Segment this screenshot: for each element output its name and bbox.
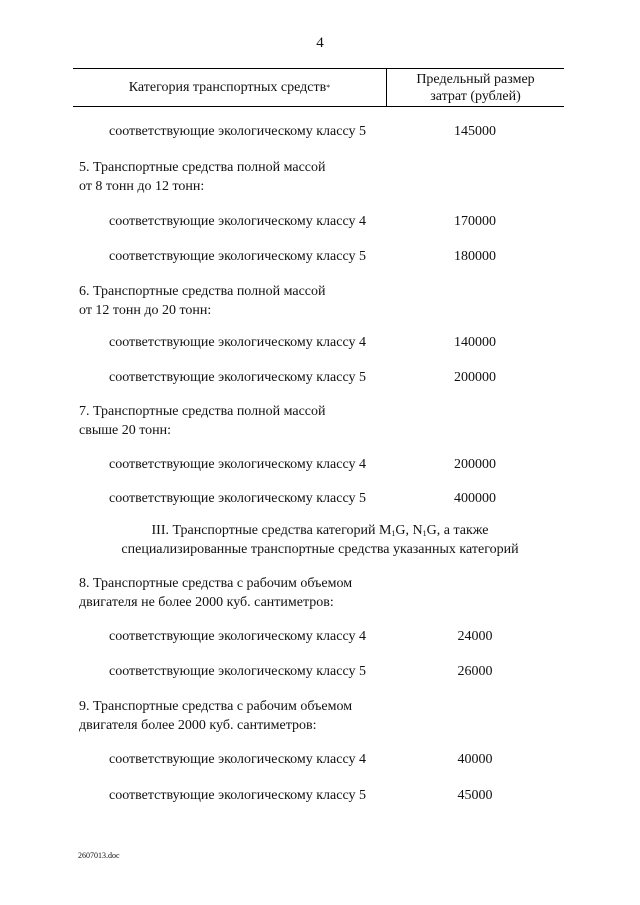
row-label: соответствующие экологическому классу 5 <box>109 370 366 385</box>
category-5-title-line2: от 8 тонн до 12 тонн: <box>79 179 205 194</box>
header-limit-cell <box>387 69 564 106</box>
row-label: соответствующие экологическому классу 5 <box>109 124 366 139</box>
row-label: соответствующие экологическому классу 5 <box>109 249 366 264</box>
table-header <box>73 68 564 107</box>
section-3-title-line2: специализированные транспортные средства указанных категорий <box>121 542 519 557</box>
row-label: соответствующие экологическому классу 5 <box>109 664 366 679</box>
section-3-prefix: III. Транспортные средства категорий M <box>151 523 392 538</box>
row-value: 145000 <box>454 124 496 139</box>
row-value: 26000 <box>457 664 493 679</box>
row-value: 45000 <box>457 788 493 803</box>
row-value: 400000 <box>454 491 496 506</box>
header-category-cell <box>73 69 387 106</box>
category-6-title-line2: от 12 тонн до 20 тонн: <box>79 303 212 318</box>
category-8-title-line2: двигателя не более 2000 куб. сантиметров: <box>79 595 334 610</box>
section-3-g1: G, N <box>395 523 423 538</box>
page-number: 4 <box>316 35 324 51</box>
row-value: 180000 <box>454 249 496 264</box>
row-label: соответствующие экологическому классу 5 <box>109 788 366 803</box>
row-value: 170000 <box>454 214 496 229</box>
category-9-title-line1: 9. Транспортные средства с рабочим объемом <box>79 699 353 714</box>
row-label: соответствующие экологическому классу 4 <box>109 752 366 767</box>
row-label: соответствующие экологическому классу 4 <box>109 457 366 472</box>
row-value: 40000 <box>457 752 493 767</box>
header-limit-line1: Предельный размер <box>416 71 535 87</box>
row-label: соответствующие экологическому классу 4 <box>109 629 366 644</box>
row-value: 140000 <box>454 335 496 350</box>
document-filename: 2607013.doc <box>78 851 120 860</box>
section-3-sub1: 1 <box>391 529 396 538</box>
row-value: 24000 <box>457 629 493 644</box>
category-7-title-line2: свыше 20 тонн: <box>79 423 172 438</box>
row-label: соответствующие экологическому классу 4 <box>109 214 366 229</box>
category-6-title-line1: 6. Транспортные средства полной массой <box>79 284 326 299</box>
category-5-title-line1: 5. Транспортные средства полной массой <box>79 160 326 175</box>
row-label: соответствующие экологическому классу 4 <box>109 335 366 350</box>
category-8-title-line1: 8. Транспортные средства с рабочим объемом <box>79 576 353 591</box>
section-3-sub2: 1 <box>422 529 427 538</box>
section-3-suffix: G, а также <box>426 523 489 538</box>
category-7-title-line1: 7. Транспортные средства полной массой <box>79 404 326 419</box>
category-9-title-line2: двигателя более 2000 куб. сантиметров: <box>79 718 317 733</box>
row-label: соответствующие экологическому классу 5 <box>109 491 366 506</box>
header-category-label: Категория транспортных средств <box>128 79 327 95</box>
header-limit-line2: затрат (рублей) <box>430 88 521 104</box>
row-value: 200000 <box>454 457 496 472</box>
header-category-footnote-mark: * <box>326 83 331 92</box>
section-3-title-line1 <box>0 522 640 543</box>
row-value: 200000 <box>454 370 496 385</box>
